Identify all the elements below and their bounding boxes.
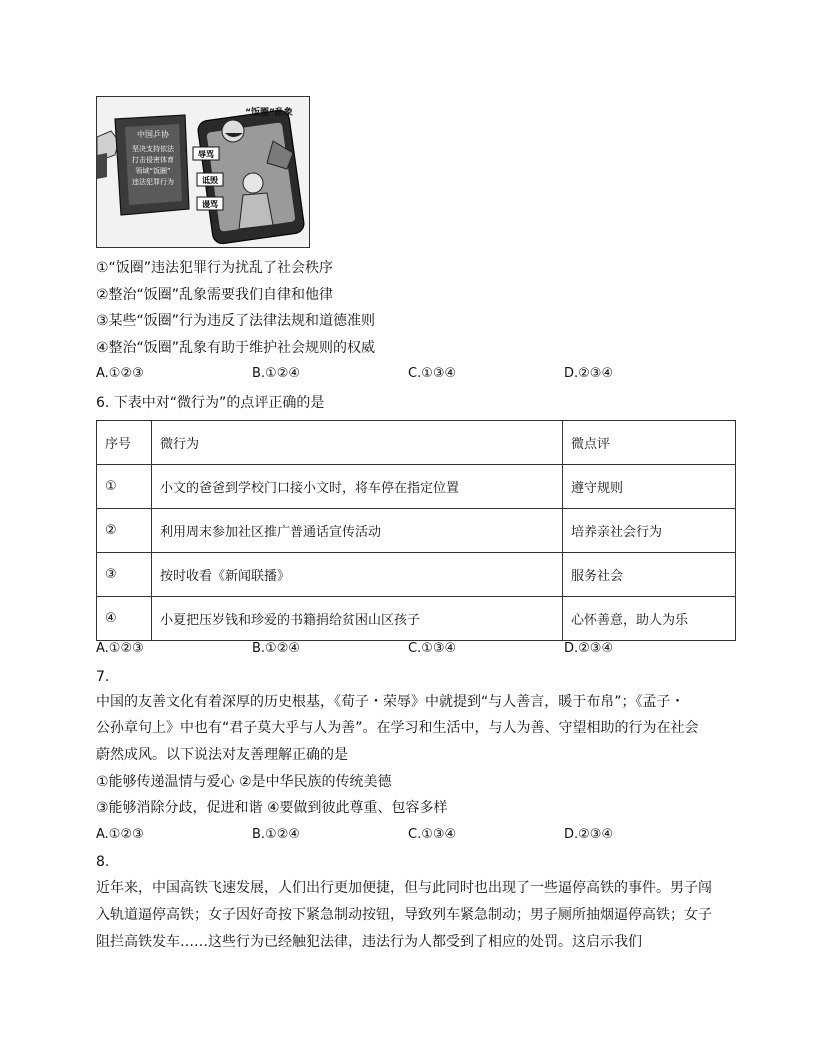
table-row	[97, 553, 736, 597]
q7-options	[96, 827, 720, 847]
cartoon-illustration	[96, 96, 310, 248]
q5-statement-3: ③某些“饭圈”行为违反了法律法规和道德准则	[96, 313, 376, 329]
q5-option-a[interactable]: A.①②③	[96, 366, 144, 381]
q5-option-b[interactable]: B.①②④	[252, 366, 301, 381]
q6-option-b[interactable]: B.①②④	[252, 641, 301, 656]
header-micro-comment: 微点评	[563, 421, 736, 465]
q7-stem-line-3: 蔚然成风。以下说法对友善理解正确的是	[96, 747, 348, 763]
header-number: 序号	[97, 421, 152, 465]
q5-statement-2: ②整治“饭圈”乱象需要我们自律和他律	[96, 287, 334, 303]
row-number: ④	[97, 597, 152, 641]
row-comment: 服务社会	[563, 553, 736, 597]
row-behavior: 利用周末参加社区推广普通话宣传活动	[152, 509, 563, 553]
table-row	[97, 509, 736, 553]
tag-2: 诋毁	[202, 176, 218, 185]
q7-stem-line-1: 中国的友善文化有着深厚的历史根基，《荀子・荣辱》中就提到“与人善言，暖于布帛”；《孟子・	[96, 694, 685, 710]
shouting-head	[222, 120, 244, 142]
row-number: ①	[97, 465, 152, 509]
row-comment: 遵守规则	[563, 465, 736, 509]
row-behavior: 按时收看《新闻联播》	[152, 553, 563, 597]
q6-option-c[interactable]: C.①③④	[408, 641, 457, 656]
row-comment: 心怀善意，助人为乐	[563, 597, 736, 641]
q7-statements-line-2: ③能够消除分歧，促进和谐 ④要做到彼此尊重、包容多样	[96, 800, 448, 816]
q7-option-a[interactable]: A.①②③	[96, 827, 144, 842]
q7-option-d[interactable]: D.②③④	[564, 827, 614, 842]
cartoon-svg	[97, 97, 309, 247]
cartoon-title: “饭圈”乱象	[245, 108, 293, 118]
q5-option-c[interactable]: C.①③④	[408, 366, 457, 381]
q6-option-a[interactable]: A.①②③	[96, 641, 144, 656]
board-line-2: 坚决支持依法	[132, 145, 174, 153]
q5-statement-1: ①“饭圈”违法犯罪行为扰乱了社会秩序	[96, 260, 334, 276]
q6-stem: 6. 下表中对“微行为”的点评正确的是	[96, 395, 325, 411]
tag-3: 谩骂	[202, 200, 218, 209]
row-comment: 培养亲社会行为	[563, 509, 736, 553]
q7-statements-line-1: ①能够传递温情与爱心 ②是中华民族的传统美德	[96, 774, 392, 790]
q6-options	[96, 641, 720, 661]
row-behavior: 小夏把压岁钱和珍爱的书籍捐给贫困山区孩子	[152, 597, 563, 641]
row-number: ②	[97, 509, 152, 553]
board-line-5: 违法犯罪行为	[132, 178, 174, 186]
q5-option-d[interactable]: D.②③④	[564, 366, 614, 381]
q6-option-d[interactable]: D.②③④	[564, 641, 614, 656]
table-row	[97, 465, 736, 509]
row-behavior: 小文的爸爸到学校门口接小文时，将车停在指定位置	[152, 465, 563, 509]
q8-stem-line-3: 阻拦高铁发车……这些行为已经触犯法律，违法行为人都受到了相应的处罚。这启示我们	[96, 934, 642, 950]
row-number: ③	[97, 553, 152, 597]
q5-statement-4: ④整治“饭圈”乱象有助于维护社会规则的权威	[96, 340, 376, 356]
board-line-1: 中国乒协	[137, 130, 169, 139]
q7-stem-line-2: 公孙章句上》中也有“君子莫大乎与人为善”。在学习和生活中，与人为善、守望相助的行为在社会	[96, 720, 699, 736]
table-row	[97, 597, 736, 641]
victim-head	[243, 173, 263, 193]
q8-number: 8.	[96, 854, 110, 870]
q7-option-b[interactable]: B.①②④	[252, 827, 301, 842]
header-micro-behavior: 微行为	[152, 421, 563, 465]
board-line-4: 领域“饭圈”	[135, 167, 171, 175]
q7-number: 7.	[96, 669, 110, 685]
tag-1: 辱骂	[198, 150, 214, 159]
table-header-row	[97, 421, 736, 465]
q5-options	[96, 366, 720, 386]
board-line-3: 打击侵害体育	[132, 156, 174, 164]
q6-table	[96, 420, 736, 641]
q7-option-c[interactable]: C.①③④	[408, 827, 457, 842]
q8-stem-line-1: 近年来，中国高铁飞速发展，人们出行更加便捷，但与此同时也出现了一些逼停高铁的事件。男子闯	[96, 880, 712, 896]
q8-stem-line-2: 入轨道逼停高铁；女子因好奇按下紧急制动按钮，导致列车紧急制动；男子厕所抽烟逼停高铁；女子	[96, 907, 712, 923]
